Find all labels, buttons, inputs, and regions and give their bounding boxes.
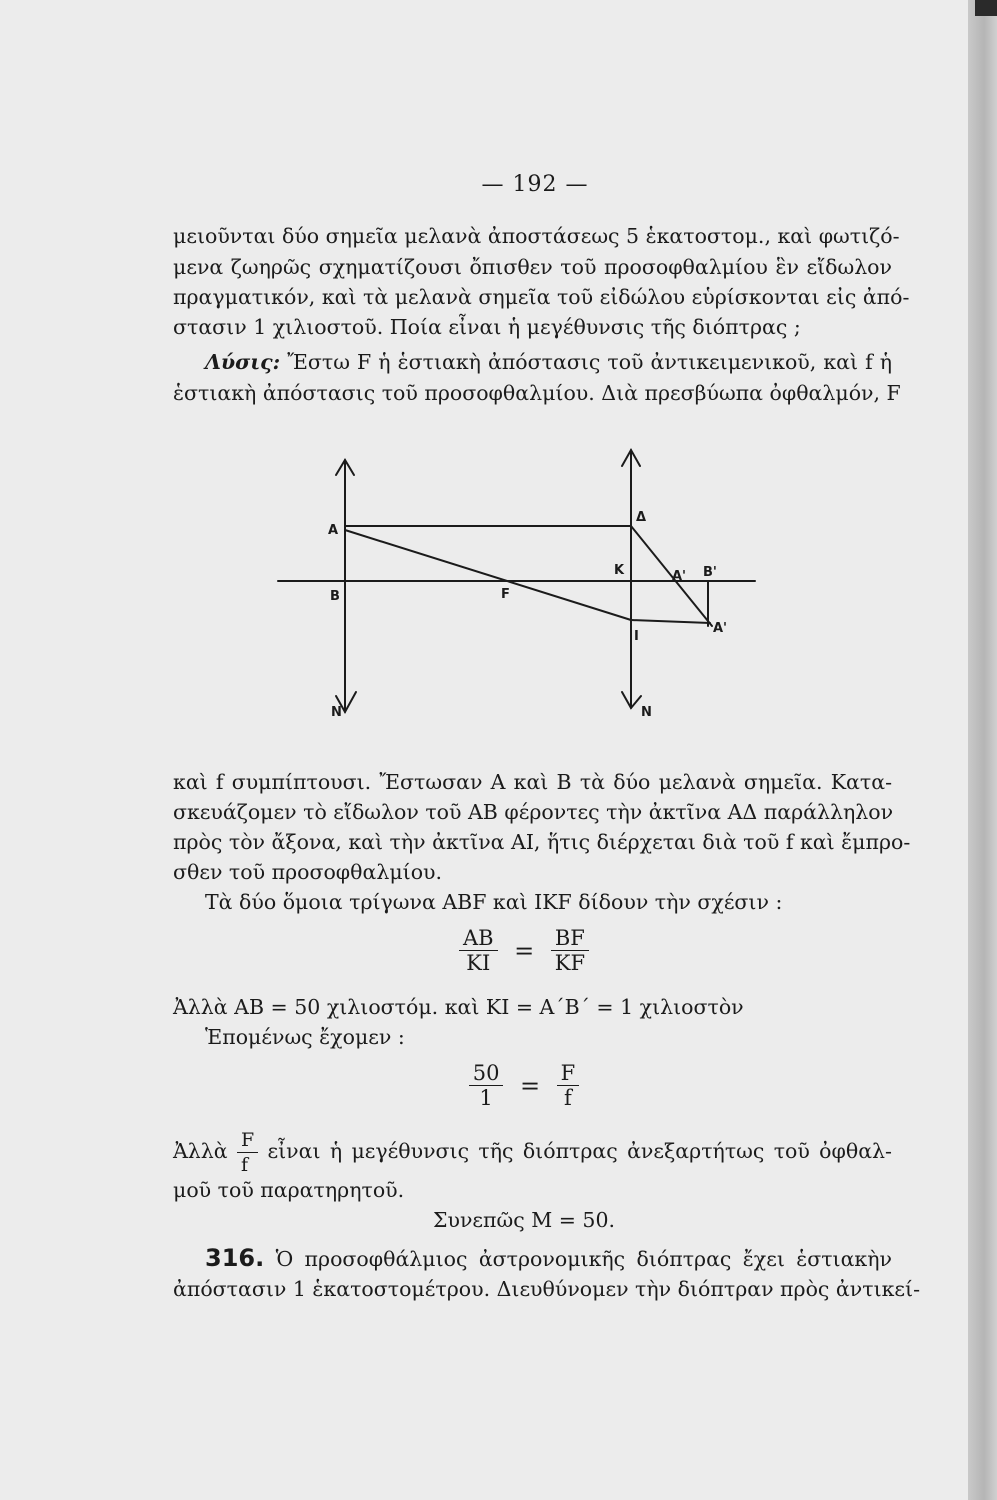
eq1-fraction-right bbox=[551, 926, 589, 975]
eq1-num-right: BF bbox=[551, 926, 589, 951]
eq2-fraction-right bbox=[557, 1061, 580, 1110]
eq1-num-left: AB bbox=[459, 926, 498, 951]
solution-label: Λύσις: bbox=[205, 350, 281, 374]
eq2-num-left: 50 bbox=[469, 1061, 504, 1086]
label-A-prime-2: A' bbox=[713, 621, 728, 636]
eq2-den-right: f bbox=[564, 1086, 572, 1110]
paragraph-line-2: σκευάζομεν τὸ εἴδωλον τοῦ ΑΒ φέροντες τὴν ἀκτῖνα ΑΔ παράλληλον bbox=[173, 800, 894, 824]
magnification-start: Ἀλλὰ bbox=[173, 1139, 228, 1163]
ray-to-image bbox=[631, 620, 710, 623]
problem-line-1: μειοῦνται δύο σημεῖα μελανὰ ἀποστάσεως 5 ἑκατοστομ., καὶ φωτιζό- bbox=[173, 224, 900, 248]
eq1-fraction-left bbox=[459, 926, 498, 975]
problem-line-2: μενα ζωηρῶς σχηματίζουσι ὄπισθεν τοῦ προσοφθαλμίου ἓν εἴδωλον bbox=[173, 255, 892, 279]
problem-316-text: Ὁ προσοφθάλμιος ἀστρονομικῆς διόπτρας ἔχει ἑστιακὴν bbox=[275, 1247, 892, 1271]
eq1-equals: = bbox=[514, 936, 535, 965]
ray-through-focus bbox=[345, 530, 631, 620]
equation-1 bbox=[40, 926, 997, 975]
label-bottom-left: N bbox=[331, 705, 342, 720]
eq2-num-right: F bbox=[557, 1061, 580, 1086]
equation-2 bbox=[40, 1061, 997, 1110]
label-A: A bbox=[328, 523, 339, 538]
solution-line-1-text: Ἔστω F ἡ ἑστιακὴ ἀπόστασις τοῦ ἀντικειμενικοῦ, καὶ f ἡ bbox=[287, 350, 892, 374]
optics-diagram bbox=[0, 0, 968, 740]
problem-316-line-1 bbox=[205, 1243, 892, 1275]
magnification-line-2: μοῦ τοῦ παρατηρητοῦ. bbox=[173, 1178, 405, 1202]
paragraph-line-3: πρὸς τὸν ἄξονα, καὶ τὴν ἀκτῖνα ΑΙ, ἥτις διέρχεται διὰ τοῦ f καὶ ἔμπρο- bbox=[173, 830, 911, 854]
result-line: Συνεπῶς M = 50. bbox=[432, 1208, 616, 1232]
paragraph-line-1: καὶ f συμπίπτουσι. Ἔστωσαν Α καὶ Β τὰ δύο μελανὰ σημεῖα. Κατα- bbox=[173, 770, 892, 794]
problem-316-number: 316. bbox=[205, 1244, 265, 1272]
label-D: Δ bbox=[636, 510, 647, 525]
label-B: B bbox=[330, 589, 340, 604]
eq1-den-right: KF bbox=[554, 951, 586, 975]
eq2-den-left: 1 bbox=[479, 1086, 493, 1110]
magnification-rest: εἶναι ἡ μεγέθυνσις τῆς διόπτρας ἀνεξαρτήτως τοῦ ὀφθαλ- bbox=[267, 1139, 892, 1163]
label-I: I bbox=[634, 629, 639, 644]
page-edge-shadow bbox=[975, 0, 997, 16]
paragraph-line-4: σθεν τοῦ προσοφθαλμίου. bbox=[173, 860, 443, 884]
magnification-frac-den: f bbox=[240, 1154, 249, 1176]
label-F: F bbox=[501, 587, 510, 602]
label-bottom-right: N bbox=[641, 705, 652, 720]
magnification-line-1 bbox=[173, 1128, 892, 1177]
magnification-fraction bbox=[237, 1128, 258, 1177]
page-edge bbox=[968, 0, 997, 1500]
label-A-prime: A' bbox=[672, 569, 687, 584]
solution-line-2: ἑστιακὴ ἀπόστασις τοῦ προσοφθαλμίου. Διὰ πρεσβύωπα ὀφθαλμόν, F bbox=[173, 381, 901, 405]
values-line: Ἀλλὰ AB = 50 χιλιοστόμ. καὶ KI = A΄B΄ = 1 χιλιοστὸν bbox=[173, 995, 744, 1019]
page-number: — 192 — bbox=[481, 172, 589, 197]
triangles-line: Τὰ δύο ὅμοια τρίγωνα ABF καὶ IKF δίδουν τὴν σχέσιν : bbox=[205, 890, 783, 914]
label-B-prime: B' bbox=[703, 565, 717, 580]
problem-line-3: πραγματικόν, καὶ τὰ μελανὰ σημεῖα τοῦ εἰδώλου εὑρίσκονται εἰς ἀπό- bbox=[173, 285, 910, 309]
eq1-den-left: KI bbox=[466, 951, 491, 975]
eq2-equals: = bbox=[520, 1071, 541, 1100]
problem-line-4: στασιν 1 χιλιοστοῦ. Ποία εἶναι ἡ μεγέθυνσις τῆς διόπτρας ; bbox=[173, 315, 801, 339]
eq2-fraction-left bbox=[469, 1061, 504, 1110]
magnification-frac-num: F bbox=[237, 1128, 258, 1153]
label-K: K bbox=[614, 563, 625, 578]
problem-316-line-2: ἀπόστασιν 1 ἑκατοστομέτρου. Διευθύνομεν τὴν διόπτραν πρὸς ἀντικεί- bbox=[173, 1277, 921, 1301]
therefore-line: Ἑπομένως ἔχομεν : bbox=[205, 1025, 405, 1049]
